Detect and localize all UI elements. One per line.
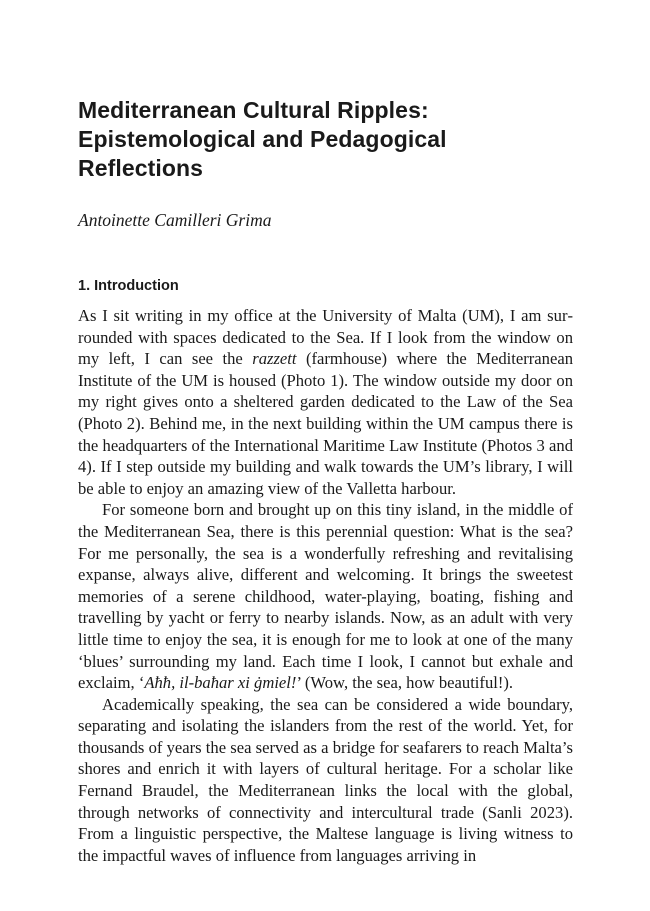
paragraph bbox=[78, 499, 573, 693]
chapter-title bbox=[78, 96, 573, 183]
chapter-title-line: Mediterranean Cultural Ripples: bbox=[78, 97, 429, 123]
paragraph-text: ’ (Wow, the sea, how beautiful!). bbox=[296, 673, 514, 693]
paragraph-text: For someone born and brought up on this tiny island, in the middle of the Mediterranean Sea, there is this perennial question: What is the sea? For me personally, the sea is a wonderfully refreshing and revitalising expanse, always alive, different and welcoming. It brings the sweetest memories of a serene childhood, water-playing, boating, fishing and travelling by yacht or ferry to nearby islands. Now, as an adult with very little time to enjoy the sea, it is enough for me to look at one of the many ‘blues’ surrounding my land. Each time I look, I cannot but exhale and exclaim, ‘ bbox=[78, 500, 573, 693]
paragraph-text: As I sit writing in my office at the University of Malta (UM), I am surrounded with spaces dedicated to the Sea. If I look from the window on my left, I can see the bbox=[78, 306, 573, 369]
chapter-title-line: Epistemological and Pedagogical bbox=[78, 126, 447, 152]
chapter-title-line: Reflections bbox=[78, 155, 204, 181]
body-text bbox=[78, 305, 573, 866]
paragraph bbox=[78, 305, 573, 499]
paragraph-text: (farmhouse) where the Mediterranean Institute of the UM is housed (Photo 1). The window outside my door on my right gives onto a sheltered garden dedicated to the Law of the Sea (Photo 2). Behind me, in the next building within the UM campus there is the headquarters of the International Maritime Law Institute (Photos 3 and 4). If I step outside my building and walk towards the UM’s library, I will be able to enjoy an amazing view of the Valletta harbour. bbox=[78, 349, 573, 498]
chapter-page bbox=[78, 96, 573, 866]
italic-term: razzett bbox=[252, 349, 297, 369]
paragraph: Academically speaking, the sea can be considered a wide boundary, separating and isolating the islanders from the rest of the world. Yet, for thousands of years the sea served as a bridge for seafarers to reach Malta’s shores and enrich it with layers of cultural heritage. For a scholar like Fernand Braudel, the Mediterranean links the local with the global, through networks of connectivity and intercultural trade (Sanli 2023). From a linguistic perspective, the Maltese language is living witness to the impactful waves of influence from languages arriving in bbox=[78, 694, 573, 865]
section-heading: 1. Introduction bbox=[78, 278, 179, 294]
chapter-author: Antoinette Camilleri Grima bbox=[78, 210, 272, 230]
italic-quote: Aħħ, il-baħar xi ġmiel! bbox=[144, 673, 297, 693]
